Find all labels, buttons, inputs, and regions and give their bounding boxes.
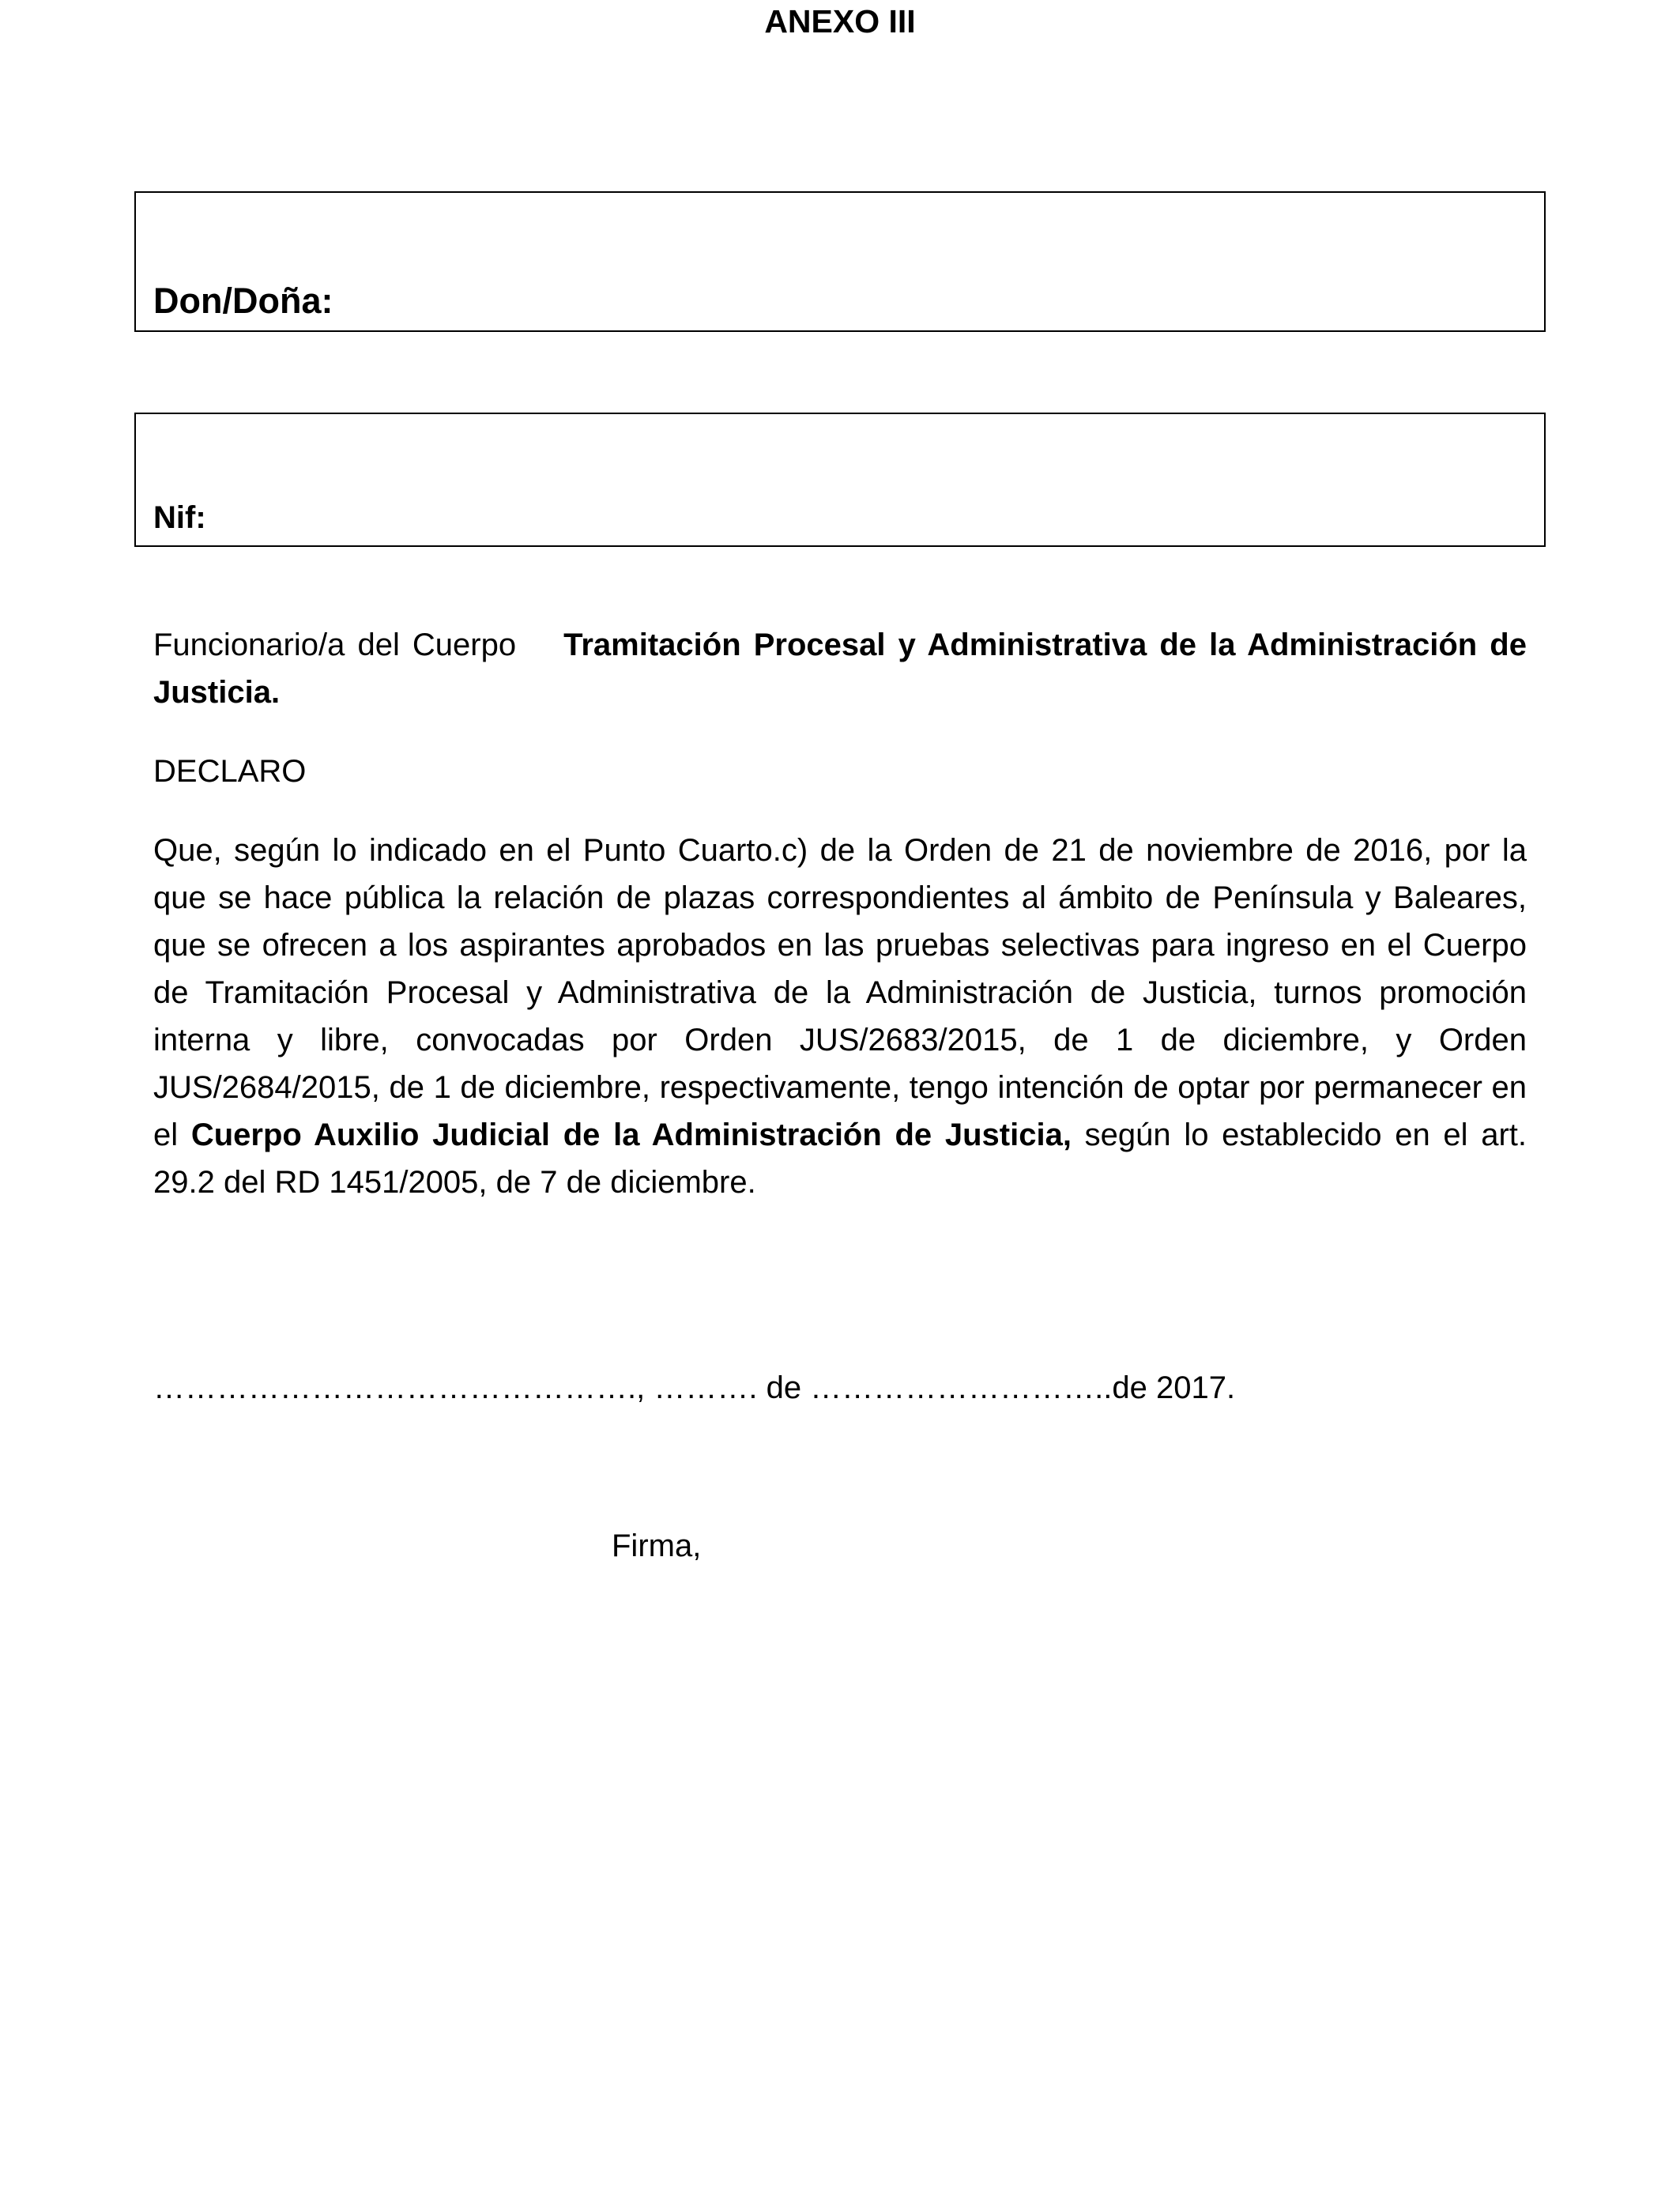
signature-label: Firma, [612, 1529, 702, 1563]
name-field-label: Don/Doña: [153, 281, 333, 321]
document-title: ANEXO III [764, 3, 916, 40]
role-prefix: Funcionario/a del Cuerpo [153, 628, 517, 662]
declaration-paragraph [153, 827, 1527, 1206]
declaration-text-2: según lo establecido en el art. 29.2 del RD 1451/2005, de 7 de diciembre. [153, 1118, 1527, 1200]
nif-field-box[interactable] [134, 413, 1546, 547]
declaration-text-1: Que, según lo indicado en el Punto Cuarto.c) de la Orden de 21 de noviembre de 2016, por la que se hace pública la relación de plazas correspondientes al ámbito de Península y Baleares, que se ofrecen a los aspirantes aprobados en las pruebas selectivas para ingreso en el Cuerpo de Tramitación Procesal y Administrativa de la Administración de Justicia, turnos promoción interna y libre, convocadas por Orden JUS/2683/2015, de 1 de diciembre, y Orden JUS/2684/2015, de 1 de diciembre, respectivamente, tengo intención de optar por permanecer en el [153, 833, 1527, 1152]
declaro-heading: DECLARO [153, 754, 307, 789]
declaration-bold: Cuerpo Auxilio Judicial de la Administración de Justicia, [190, 1118, 1072, 1152]
role-corps: Tramitación Procesal y Administrativa de la Administración de Justicia. [153, 628, 1527, 710]
role-paragraph [153, 621, 1527, 716]
name-field-box[interactable] [134, 191, 1546, 332]
place-date-line: ………………………………………., ………. de ………………………..de 2017. [153, 1370, 1236, 1405]
nif-field-label: Nif: [153, 500, 206, 535]
